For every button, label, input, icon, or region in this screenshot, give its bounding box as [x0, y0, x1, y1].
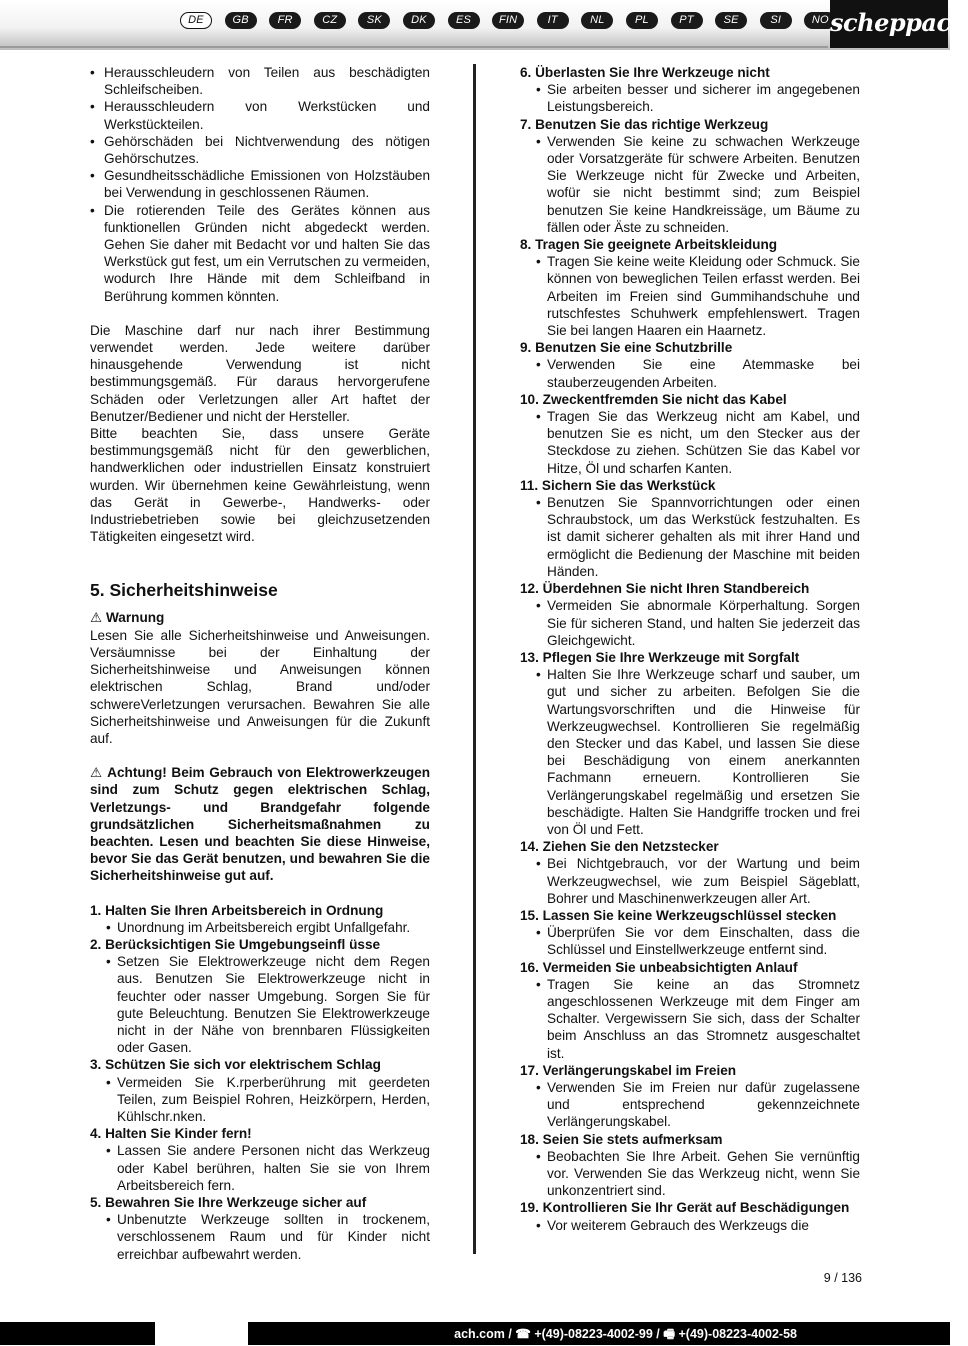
- lang-tab-fin[interactable]: FIN: [492, 12, 524, 29]
- column-divider: [473, 64, 476, 1254]
- lang-tab-si[interactable]: SI: [760, 12, 792, 29]
- safety-item-title: 1. Halten Sie Ihren Arbeitsbereich in Ordnung: [90, 902, 384, 918]
- header-underline: [0, 46, 828, 48]
- safety-item: [520, 1062, 860, 1131]
- lang-tab-gb[interactable]: GB: [225, 12, 257, 29]
- safety-item-title: 18. Seien Sie stets aufmerksam: [520, 1131, 723, 1147]
- warranty-paragraph: Bitte beachten Sie, dass unsere Geräte bestimmungsgemäß nicht für den gewerblichen, handwerklichen oder industriellen Einsatz konstruiert wurden. Wir übernehmen keine Gewährleistung, wenn das Gerät in Gewerbe-, Handwerks- oder Industriebetrieben sowie bei gleichzusetzenden Tätigkeiten eingesetzt wird.: [90, 426, 430, 545]
- attention-text: Achtung! Beim Gebrauch von Elektrowerkzeugen sind zum Schutz gegen elektrischen Schlag, Verletzungs- und Brandgefahr folgende grundsätzlichen Sicherheitsmaßnahmen zu beachten. Lesen und beachten Sie diese Hinweise, bevor Sie das Gerät benutzen, und bewahren Sie die Sicherheitshinweise gut auf.: [90, 765, 430, 884]
- safety-item: [90, 902, 430, 936]
- safety-item-bullet: • Vor weiterem Gebrauch des Werkzeugs die: [520, 1217, 860, 1234]
- language-selector: [180, 12, 849, 29]
- section-title: 5. Sicherheitshinweise: [90, 580, 278, 601]
- safety-item: [90, 936, 430, 1056]
- lang-tab-it[interactable]: IT: [537, 12, 569, 29]
- safety-item-title: 3. Schützen Sie sich vor elektrischem Schlag: [90, 1057, 381, 1073]
- attention-notice: [90, 764, 430, 884]
- page-number: 9 / 136: [823, 1271, 862, 1285]
- footer-contact: ach.com / ☎ +(49)-08223-4002-99 / 🖷 +(49)-08223-4002-58: [454, 1327, 797, 1341]
- safety-item-title: 8. Tragen Sie geeignete Arbeitskleidung: [520, 237, 778, 253]
- safety-item: [520, 339, 860, 391]
- safety-item: [520, 1131, 860, 1200]
- brand-logo: scheppach: [830, 0, 948, 48]
- lang-tab-nl[interactable]: NL: [581, 12, 613, 29]
- safety-item-bullet: • Setzen Sie Elektrowerkzeuge nicht dem Regen aus. Benutzen Sie Elektrowerkzeuge nicht in feuchter oder nasser Umgebung. Sorgen Sie für gute Beleuchtung. Benutzen Sie Elektrowerkzeuge nicht in der Nähe von brennbaren Flüssigkeiten oder Gasen.: [90, 953, 430, 1056]
- safety-item-title: 6. Überlasten Sie Ihre Werkzeuge nicht: [520, 65, 770, 80]
- footer-gap: [155, 1322, 248, 1345]
- warning-icon: ⚠: [90, 765, 104, 781]
- safety-item-bullet: • Beobachten Sie Ihre Arbeit. Gehen Sie vernünftig vor. Verwenden Sie das Werkzeug nicht, wenn Sie unkonzentriert sind.: [520, 1148, 860, 1200]
- safety-item-title: 2. Berücksichtigen Sie Umgebungseinfl üsse: [90, 936, 381, 952]
- safety-item: [520, 959, 860, 1062]
- safety-item: [520, 477, 860, 580]
- warning-text: Lesen Sie alle Sicherheitshinweise und Anweisungen. Versäumnisse bei der Einhaltung der Sicherheitshinweise und Anweisungen können elektrischen Schlag, Brand und/oder schwereVerletzungen verursachen. Bewahren Sie alle Sicherheitshinweise und Anweisungen für die Zukunft auf.: [90, 627, 430, 746]
- warning-label: Warnung: [105, 610, 165, 626]
- right-column: [520, 64, 860, 1234]
- safety-item-bullet: • Tragen Sie keine an das Stromnetz angeschlossenen Werkzeuge mit dem Finger am Schalter. Vergewissern Sie sich, dass der Schalter beim Anschluss an das Stromnetz ausgeschaltet ist.: [520, 976, 860, 1062]
- safety-item-bullet: • Verwenden Sie im Freien nur dafür zugelassene und entsprechend gekennzeichnete Verlängerungskabel.: [520, 1079, 860, 1131]
- safety-item: [90, 1056, 430, 1125]
- safety-item: [90, 1194, 430, 1263]
- lang-tab-pt[interactable]: PT: [671, 12, 703, 29]
- safety-item-title: 10. Zweckentfremden Sie nicht das Kabel: [520, 391, 787, 407]
- warning-icon: ⚠: [90, 610, 103, 626]
- safety-item: [520, 838, 860, 907]
- lang-tab-no[interactable]: NO: [804, 12, 836, 29]
- safety-item-bullet: • Überprüfen Sie vor dem Einschalten, dass die Schlüssel und Einstellwerkzeuge entfernt sind.: [520, 924, 860, 958]
- lang-tab-sk[interactable]: SK: [358, 12, 390, 29]
- safety-item-title: 15. Lassen Sie keine Werkzeugschlüssel stecken: [520, 907, 837, 923]
- safety-item: [520, 1199, 860, 1233]
- safety-item-bullet: • Halten Sie Ihre Werkzeuge scharf und sauber, um gut und sicher zu arbeiten. Befolgen Sie die Wartungsvorschriften und die Hinweise für Werkzeugwechsel. Kontrollieren Sie regelmäßig den Stecker und das Kabel, und lassen Sie diese bei Beschädigung von einem anerkannten Fachmann erneuern. Kontrollieren Sie Verlängerungskabel regelmäßig und ersetzen Sie beschädigte. Halten Sie Handgriffe trocken und frei von Öl und Fett.: [520, 666, 860, 838]
- safety-item-title: 13. Pflegen Sie Ihre Werkzeuge mit Sorgfalt: [520, 649, 800, 665]
- lang-tab-es[interactable]: ES: [448, 12, 480, 29]
- hazard-bullet: • Herausschleudern von Werkstücken und Werkstückteilen.: [90, 98, 430, 132]
- lang-tab-cz[interactable]: CZ: [314, 12, 346, 29]
- safety-item: [520, 907, 860, 959]
- hazard-bullet: • Gehörschäden bei Nichtverwendung des nötigen Gehörschutzes.: [90, 133, 430, 167]
- safety-item-bullet: • Verwenden Sie keine zu schwachen Werkzeuge oder Vorsatzgeräte für schwere Arbeiten. Benutzen Sie Werkzeuge nicht für Zwecke und Arbeiten, wofür sie nicht bestimmt sind; zum Beispiel benutzen Sie keine Handkreissäge, um Bäume zu fällen oder Äste zu schneiden.: [520, 133, 860, 236]
- safety-item: [520, 580, 860, 649]
- safety-item-bullet: • Vermeiden Sie abnormale Körperhaltung. Sorgen Sie für sicheren Stand, und halten Sie jederzeit das Gleichgewicht.: [520, 597, 860, 649]
- safety-item-bullet: • Tragen Sie keine weite Kleidung oder Schmuck. Sie können von beweglichen Teilen erfasst werden. Bei Arbeiten im Freien sind Gummihandschuhe und rutschfestes Schuhwerk empfehlenswert. Tragen Sie bei langen Haaren ein Haarnetz.: [520, 253, 860, 339]
- safety-item-bullet: • Vermeiden Sie K.rperberührung mit geerdeten Teilen, zum Beispiel Rohren, Heizkörpern, Herden, Kühlschr.nken.: [90, 1074, 430, 1126]
- safety-item-title: 12. Überdehnen Sie nicht Ihren Standbereich: [520, 581, 810, 597]
- hazard-bullet: • Herausschleudern von Teilen aus beschädigten Schleifscheiben.: [90, 64, 430, 98]
- safety-item-title: 14. Ziehen Sie den Netzstecker: [520, 839, 719, 855]
- safety-item-bullet: • Bei Nichtgebrauch, vor der Wartung und beim Werkzeugwechsel, wie zum Beispiel Sägeblatt, Bohrer und Maschinenwerkzeugen aller Art.: [520, 855, 860, 907]
- safety-item-title: 19. Kontrollieren Sie Ihr Gerät auf Beschädigungen: [520, 1200, 850, 1216]
- lang-tab-pl[interactable]: PL: [626, 12, 658, 29]
- safety-item: [520, 649, 860, 838]
- safety-item-bullet: • Lassen Sie andere Personen nicht das Werkzeug oder Kabel berühren, halten Sie sie von Ihrem Arbeitsbereich fern.: [90, 1142, 430, 1194]
- lang-tab-de[interactable]: DE: [180, 12, 212, 29]
- safety-item-title: 9. Benutzen Sie eine Schutzbrille: [520, 340, 733, 356]
- hazard-bullet: • Die rotierenden Teile des Gerätes können aus funktionellen Gründen nicht abgedeckt werden. Gehen Sie daher mit Bedacht vor und halten Sie das Werkstück gut fest, um ein Verrutschen zu vermeiden, wodurch Ihre Hände mit dem Schleifband in Berührung kommen könnten.: [90, 202, 430, 305]
- safety-item: [520, 116, 860, 236]
- left-column: [90, 64, 430, 1263]
- hazard-bullet: • Gesundheitsschädliche Emissionen von Holzstäuben bei Verwendung in geschlossenen Räumen.: [90, 167, 430, 201]
- lang-tab-se[interactable]: SE: [715, 12, 747, 29]
- warning-heading: [90, 609, 430, 626]
- lang-tab-fr[interactable]: FR: [269, 12, 301, 29]
- safety-item-title: 4. Halten Sie Kinder fern!: [90, 1126, 252, 1142]
- safety-item: [520, 236, 860, 339]
- safety-item-bullet: • Sie arbeiten besser und sicherer im angegebenen Leistungsbereich.: [520, 81, 860, 115]
- safety-item: [520, 391, 860, 477]
- intended-use-paragraph: Die Maschine darf nur nach ihrer Bestimmung verwendet werden. Jede weitere darüber hinausgehende Verwendung ist nicht bestimmungsgemäß. Für daraus hervorgerufene Schäden oder Verletzungen aller Art haftet der Benutzer/Bediener und nicht der Hersteller.: [90, 322, 430, 424]
- safety-item-bullet: • Unbenutzte Werkzeuge sollten in trockenem, verschlossenem Raum und für Kinder nicht erreichbar aufbewahrt werden.: [90, 1211, 430, 1263]
- safety-item-bullet: • Tragen Sie das Werkzeug nicht am Kabel, und benutzen Sie es nicht, um den Stecker aus der Steckdose zu ziehen. Schützen Sie das Kabel vor Hitze, Öl und scharfen Kanten.: [520, 408, 860, 477]
- safety-item: [520, 64, 860, 116]
- safety-item-bullet: • Benutzen Sie Spannvorrichtungen oder einen Schraubstock, um das Werkstück festzuhalten. Es ist damit sicherer gehalten als mit ihrer Hand und ermöglicht die Bedienung der Maschine mit beiden Händen.: [520, 494, 860, 580]
- safety-item-title: 5. Bewahren Sie Ihre Werkzeuge sicher auf: [90, 1194, 367, 1210]
- safety-item-title: 17. Verlängerungskabel im Freien: [520, 1062, 737, 1078]
- safety-item-bullet: • Verwenden Sie eine Atemmaske bei stauberzeugenden Arbeiten.: [520, 356, 860, 390]
- safety-item: [90, 1125, 430, 1194]
- safety-item-title: 7. Benutzen Sie das richtige Werkzeug: [520, 116, 769, 132]
- safety-item-title: 11. Sichern Sie das Werkstück: [520, 477, 716, 493]
- safety-item-bullet: • Unordnung im Arbeitsbereich ergibt Unfallgefahr.: [90, 919, 430, 936]
- lang-tab-dk[interactable]: DK: [403, 12, 435, 29]
- safety-item-title: 16. Vermeiden Sie unbeabsichtigten Anlauf: [520, 959, 798, 975]
